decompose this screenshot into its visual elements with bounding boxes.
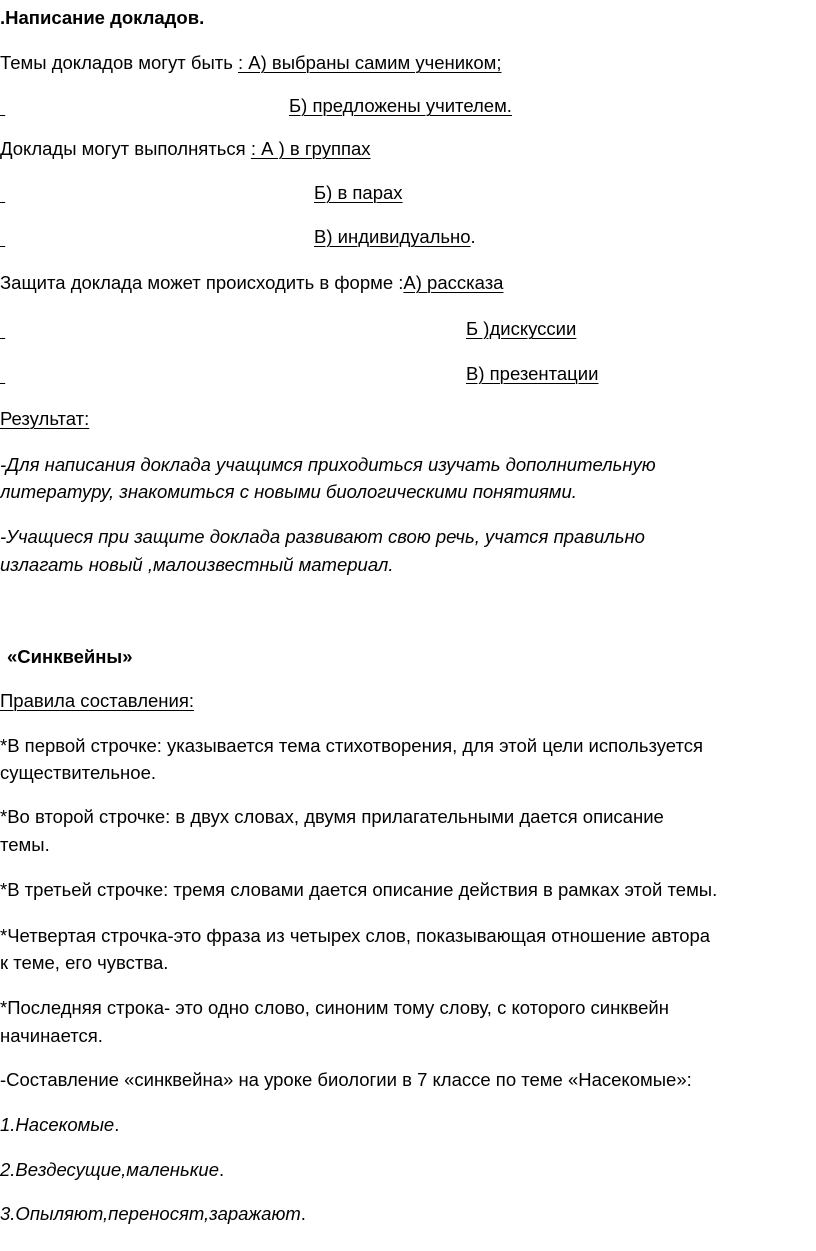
result-paragraph-1-line-1: -Для написания доклада учащимся приходиться изучать дополнительную <box>0 454 656 475</box>
rule-1-line-2: существительное. <box>0 762 156 783</box>
example-line-2 <box>0 1159 224 1181</box>
example-line-1-text: 1.Насекомые <box>0 1114 115 1135</box>
rule-4-line-1: *Четвертая строчка-это фраза из четырех слов, показывающая отношение автора <box>0 925 711 946</box>
rule-4-line-2: к теме, его чувства. <box>0 952 169 973</box>
defense-option-a: А) рассказа <box>403 272 504 293</box>
example-line-3-period: . <box>300 1203 306 1224</box>
rule-5-line-2: начинается. <box>0 1025 103 1046</box>
rule-3: *В третьей строчке: тремя словами дается описание действия в рамках этой темы. <box>0 879 718 900</box>
defense-line <box>0 272 503 294</box>
topics-option-a: : А) выбраны самим учеником; <box>238 52 502 73</box>
result-paragraph-2-line-2: излагать новый ,малоизвестный материал. <box>0 554 394 575</box>
format-option-c: В) индивидуально <box>314 226 471 247</box>
topics-prefix: Темы докладов могут быть <box>0 52 238 73</box>
format-option-c-period: . <box>470 226 476 247</box>
example-line-3-text: 3.Опыляют,переносят,заражают <box>0 1203 301 1224</box>
result-label: Результат: <box>0 408 90 429</box>
format-option-b: Б) в парах <box>314 182 403 203</box>
underline-spacer <box>0 226 314 248</box>
underline-spacer <box>0 363 466 385</box>
example-line-1 <box>0 1114 119 1136</box>
example-line-2-period: . <box>219 1159 225 1180</box>
topics-line <box>0 52 502 74</box>
result-paragraph-1-line-2: литературу, знакомиться с новыми биологическими понятиями. <box>0 481 577 502</box>
topics-line-b <box>0 95 512 117</box>
rule-5-line-1: *Последняя строка- это одно слово, синоним тому слову, с которого синквейн <box>0 997 669 1018</box>
rule-1-line-1: *В первой строчке: указывается тема стихотворения, для этой цели используется <box>0 735 703 756</box>
rule-2-line-2: темы. <box>0 834 50 855</box>
topics-option-b: Б) предложены учителем. <box>289 95 512 116</box>
reports-heading: .Написание докладов. <box>0 7 205 28</box>
format-prefix: Доклады могут выполняться <box>0 138 251 159</box>
underline-spacer <box>0 318 466 340</box>
defense-line-b <box>0 318 576 340</box>
example-line-1-period: . <box>114 1114 120 1135</box>
underline-spacer <box>0 95 289 117</box>
defense-option-b: Б )дискуссии <box>466 318 577 339</box>
defense-prefix: Защита доклада может происходить в форме : <box>0 272 404 293</box>
format-option-a: : А ) в группах <box>250 138 371 159</box>
underline-spacer <box>0 182 314 204</box>
format-line <box>0 138 371 160</box>
defense-option-c: В) презентации <box>466 363 599 384</box>
result-paragraph-2-line-1: -Учащиеся при защите доклада развивают свою речь, учатся правильно <box>0 526 645 547</box>
example-line-3 <box>0 1203 306 1225</box>
example-line-2-text: 2.Вездесущие,маленькие <box>0 1159 220 1180</box>
format-line-b <box>0 182 403 204</box>
defense-line-c <box>0 363 598 385</box>
format-line-c <box>0 226 476 248</box>
rule-2-line-1: *Во второй строчке: в двух словах, двумя прилагательными дается описание <box>0 806 664 827</box>
example-intro: -Составление «синквейна» на уроке биологии в 7 классе по теме «Насекомые»: <box>0 1069 692 1090</box>
rules-label: Правила составления: <box>0 690 195 711</box>
cinquain-heading: «Синквейны» <box>7 646 133 667</box>
